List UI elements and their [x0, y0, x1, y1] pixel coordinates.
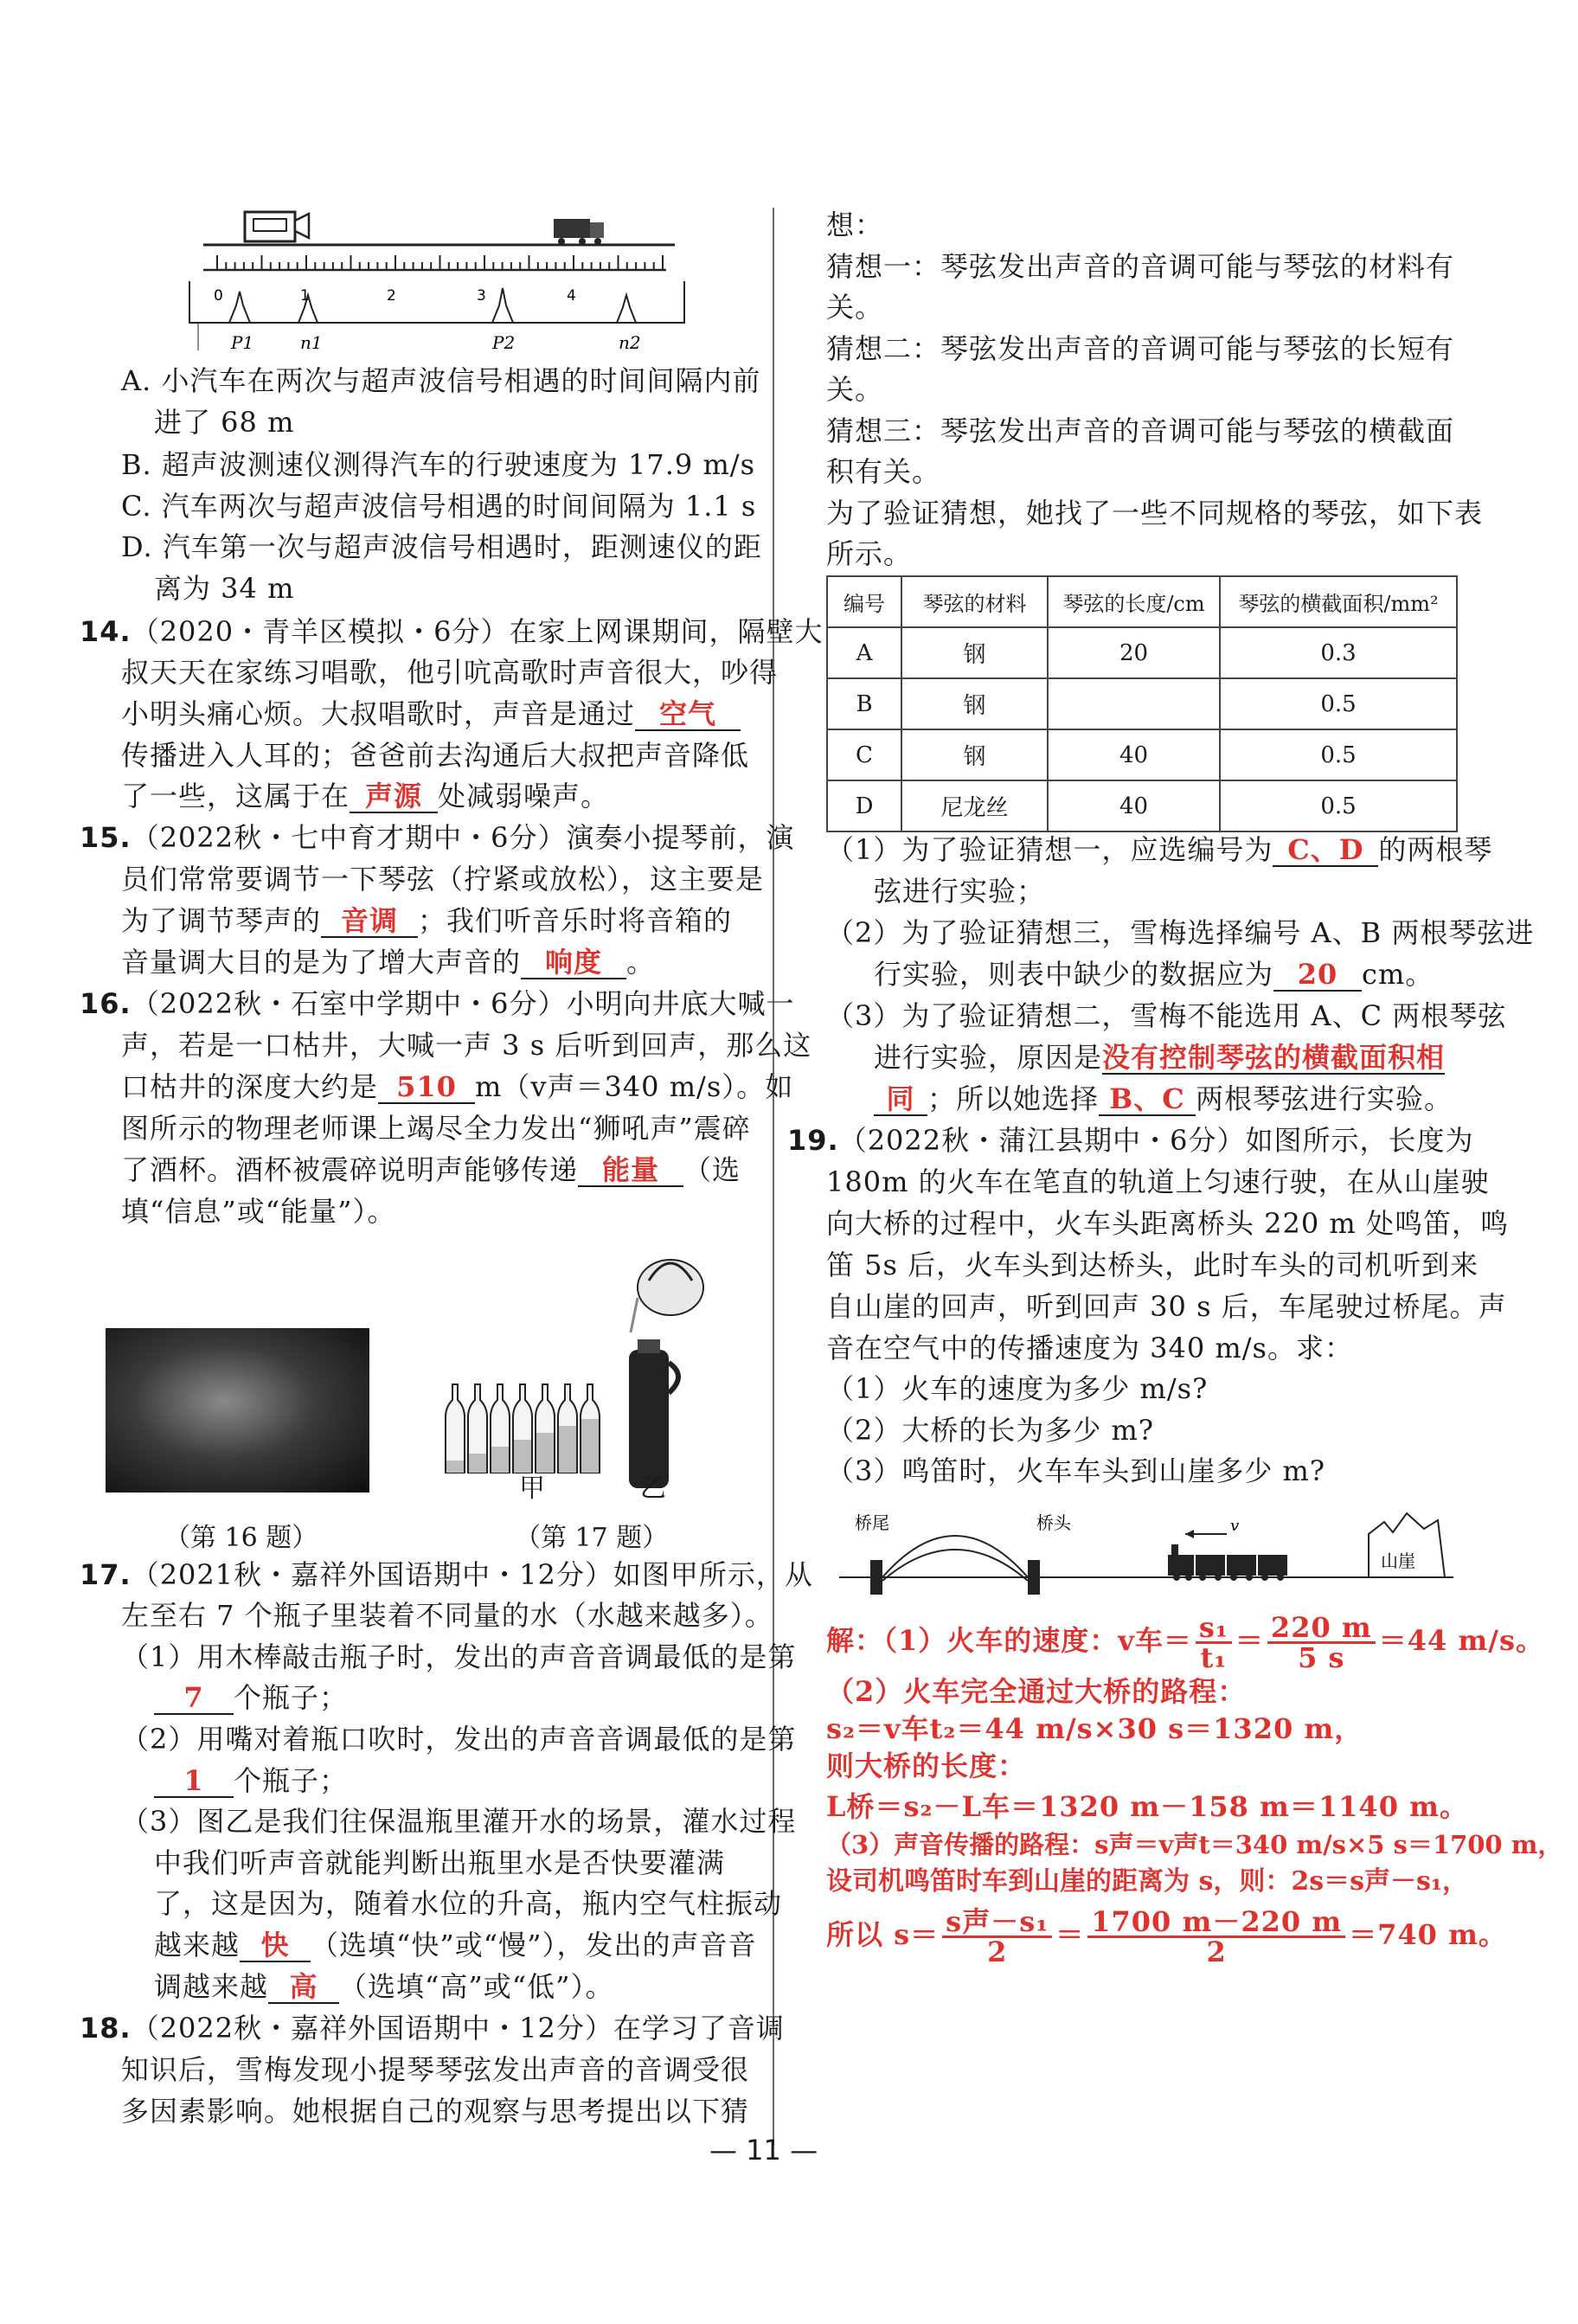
q18-answer-3b: 同 [874, 1083, 927, 1116]
q14-line1: 14.（2020・青羊区模拟・6分）在家上网课期间，隔壁大 [80, 615, 824, 648]
table-cell: 钢 [901, 678, 1048, 729]
q15-answer-2: 响度 [521, 947, 626, 979]
q17-line8: 中我们听声音就能判断出瓶里水是否快要灌满 [154, 1846, 726, 1879]
q17-line10: 越来越 快 （选填“快”或“慢”），发出的声音音 [154, 1929, 757, 1961]
table-header-row [827, 576, 1457, 627]
table-row [827, 678, 1457, 729]
q17-line1: 17.（2021秋・嘉祥外国语期中・12分）如图甲所示，从 [80, 1558, 813, 1591]
q18-r6: 积有关。 [826, 455, 941, 488]
table-header: 琴弦的材料 [901, 576, 1048, 627]
q19-line3: 向大桥的过程中，火车头距离桥头 220 m 处鸣笛，鸣 [826, 1207, 1509, 1240]
scale-label-0: 0 [214, 287, 223, 305]
fraction-s-minus-s1: $\frac{\text{s声－s₁}}{2}$ [942, 1908, 1052, 1966]
q16-answer-1: 510 [378, 1071, 475, 1104]
q17-line3: （1）用木棒敲击瓶子时，发出的声音音调最低的是第 [121, 1640, 797, 1673]
q18-r3: 猜想二：琴弦发出声音的音调可能与琴弦的长短有 [826, 332, 1455, 365]
q17-answer-3: 快 [240, 1929, 311, 1962]
q18-s3-line1: （3）为了验证猜想二，雪梅不能选用 A、C 两根琴弦 [826, 999, 1507, 1032]
table-cell: B [827, 678, 901, 729]
q18-r4: 关。 [826, 373, 884, 406]
q14-answer-1: 空气 [635, 698, 741, 731]
table-cell: 钢 [901, 729, 1048, 780]
bottle [446, 1384, 465, 1473]
q18-s1-line1: （1）为了验证猜想一，应选编号为 C、D 的两根琴 [826, 833, 1493, 866]
solution-line3: s₂＝v车t₂＝44 m/s×30 s＝1320 m， [826, 1712, 1363, 1745]
velocity-label: v [1230, 1517, 1240, 1535]
q15-line1: 15.（2022秋・七中育才期中・6分）演奏小提琴前，演 [80, 821, 795, 854]
table-row [827, 780, 1457, 831]
table-cell: D [827, 780, 901, 831]
table-cell: A [827, 627, 901, 678]
q13-option-c: C. 汽车两次与超声波信号相遇的时间间隔为 1.1 s [121, 490, 757, 523]
q17-answer-4: 高 [268, 1971, 339, 2004]
q19-line4: 笛 5s 后，火车头到达桥头，此时车头的司机听到来 [826, 1249, 1479, 1281]
bottle-water [469, 1454, 486, 1473]
q18-number: 18. [80, 2012, 132, 2045]
fig17-label-jia: 甲 [519, 1473, 545, 1504]
table-cell: 尼龙丝 [901, 780, 1048, 831]
q17-answer-1: 7 [154, 1682, 234, 1715]
ultrasonic-speed-diagram [186, 195, 688, 359]
pulse-label-p1: P1 [231, 332, 254, 353]
q15-line4: 音量调大目的是为了增大声音的 响度 。 [121, 946, 656, 979]
scale-label-4: 4 [567, 287, 576, 305]
q17-answer-2: 1 [154, 1765, 234, 1798]
table-row [827, 729, 1457, 780]
solution-line2: （2）火车完全通过大桥的路程： [826, 1675, 1247, 1708]
q18-s2-line1: （2）为了验证猜想三，雪梅选择编号 A、B 两根琴弦进 [826, 916, 1535, 949]
fig17-caption: （第 17 题） [515, 1523, 669, 1553]
solution-line6: （3）声音传播的路程：s声＝v声t＝340 m/s×5 s＝1700 m， [826, 1830, 1563, 1859]
train-bridge-diagram [839, 1501, 1453, 1596]
q17-line2: 左至右 7 个瓶子里装着不同量的水（水越来越多）。 [121, 1599, 773, 1632]
q18-answer-2: 20 [1273, 959, 1362, 992]
table-cell: 0.5 [1220, 678, 1457, 729]
table-cell: 0.5 [1220, 729, 1457, 780]
bottle-water [446, 1461, 464, 1473]
solution-line7: 设司机鸣笛时车到山崖的距离为 s，则：2s＝s声－s₁， [826, 1866, 1469, 1897]
q19-line9: （3）鸣笛时，火车车头到山崖多少 m? [826, 1454, 1326, 1487]
solution-line5: L桥＝s₂－L车＝1320 m－158 m＝1140 m。 [826, 1790, 1468, 1823]
q18-line1: 18.（2022秋・嘉祥外国语期中・12分）在学习了音调 [80, 2012, 785, 2045]
q14-line3: 小明头痛心烦。大叔唱歌时，声音是通过 空气 [121, 697, 741, 731]
q18-answer-3a: 没有控制琴弦的横截面积相 [1102, 1041, 1446, 1074]
q19-number: 19. [787, 1124, 839, 1157]
q16-line1: 16.（2022秋・石室中学期中・6分）小明向井底大喊一 [80, 987, 795, 1020]
column-divider [773, 208, 774, 2146]
q18-r8: 所示。 [826, 537, 913, 570]
table-header: 琴弦的横截面积/mm² [1220, 576, 1457, 627]
q18-line3: 多因素影响。她根据自己的观察与思考提出以下猜 [121, 2095, 750, 2128]
bottle-water [559, 1426, 576, 1473]
bridge-tail-label: 桥尾 [855, 1512, 889, 1533]
q18-r5: 猜想三：琴弦发出声音的音调可能与琴弦的横截面 [826, 414, 1455, 447]
page-number: — 11 — [709, 2134, 818, 2167]
teacher-shout-photo [106, 1328, 369, 1493]
q16-answer-2: 能量 [578, 1154, 683, 1187]
q15-number: 15. [80, 821, 132, 854]
q18-line2: 知识后，雪梅发现小提琴琴弦发出声音的音调受很 [121, 2053, 750, 2086]
q18-s3-line3: 同 ；所以她选择 B、C 两根琴弦进行实验。 [874, 1082, 1453, 1116]
q18-r7: 为了验证猜想，她找了一些不同规格的琴弦，如下表 [826, 497, 1484, 530]
bottle-water [491, 1447, 509, 1473]
solution-line4: 则大桥的长度： [826, 1749, 1027, 1782]
table-cell: 40 [1048, 729, 1220, 780]
q19-line7: （1）火车的速度为多少 m/s? [826, 1372, 1209, 1405]
q16-line6: 填“信息”或“能量”）。 [121, 1195, 396, 1228]
q18-r2: 关。 [826, 291, 884, 324]
table-header: 编号 [827, 576, 901, 627]
q15-line2: 员们常常要调节一下琴弦（拧紧或放松），这主要是 [121, 863, 765, 896]
q14-line5: 了一些，这属于在 声源 处减弱噪声。 [121, 780, 610, 812]
q17-line5: （2）用嘴对着瓶口吹时，发出的声音音调最低的是第 [121, 1723, 797, 1756]
bridge-head-label: 桥头 [1036, 1512, 1071, 1533]
q14-answer-2: 声源 [350, 780, 438, 813]
bottles-and-thermos-figure [437, 1246, 722, 1497]
q17-number: 17. [80, 1558, 132, 1591]
q19-line5: 自山崖的回声，听到回声 30 s 后，车尾驶过桥尾。声 [826, 1290, 1507, 1323]
pulse-label-n2: n2 [619, 332, 641, 353]
table-cell: 40 [1048, 780, 1220, 831]
scale-label-2: 2 [387, 287, 396, 305]
q17-line6: 1 个瓶子； [154, 1763, 348, 1798]
q18-s1-line2: 弦进行实验； [874, 875, 1046, 908]
q18-answer-4: B、C [1099, 1083, 1196, 1116]
q18-answer-1: C、D [1273, 834, 1378, 867]
table-row [827, 627, 1457, 678]
q17-line4: 7 个瓶子； [154, 1680, 348, 1715]
fraction-220-5: $\frac{220 m}{5 s}$ [1267, 1614, 1376, 1672]
q19-line2: 180m 的火车在笔直的轨道上匀速行驶，在从山崖驶 [826, 1165, 1490, 1198]
q19-line8: （2）大桥的长为多少 m? [826, 1414, 1155, 1447]
q19-line1: 19.（2022秋・蒲江县期中・6分）如图所示，长度为 [787, 1124, 1474, 1157]
solution-line1: 解：（1）火车的速度：v车＝ $\frac{\text{s₁}}{\text{t₁}}$ ＝ $\frac{220 m}{5 s}$ ＝44 m/s。 [826, 1611, 1544, 1674]
q16-line2: 声，若是一口枯井，大喊一声 3 s 后听到回声，那么这 [121, 1029, 812, 1062]
q16-line3: 口枯井的深度大约是 510 m（v声＝340 m/s）。如 [121, 1070, 794, 1103]
string-spec-table [826, 575, 1458, 832]
q13-option-d-line2: 离为 34 m [154, 572, 295, 605]
q15-answer-1: 音调 [321, 905, 418, 938]
q15-line3: 为了调节琴声的 音调 ；我们听音乐时将音箱的 [121, 904, 733, 937]
q13-option-d-line1: D. 汽车第一次与超声波信号相遇时，距测速仪的距 [121, 530, 762, 563]
table-cell [1048, 678, 1220, 729]
q18-s2-line2: 行实验，则表中缺少的数据应为 20 cm。 [874, 958, 1434, 991]
fraction-1700-220: $\frac{1700 m-220 m}{2}$ [1087, 1908, 1345, 1966]
scale-label-3: 3 [477, 287, 486, 305]
table-cell: C [827, 729, 901, 780]
pulse-label-n1: n1 [300, 332, 323, 353]
fig16-caption: （第 16 题） [164, 1523, 318, 1553]
q16-line4: 图所示的物理老师课上竭尽全力发出“狮吼声”震碎 [121, 1112, 751, 1145]
table-cell: 0.3 [1220, 627, 1457, 678]
bottle-water [581, 1419, 599, 1473]
q17-line9: 了，这是因为，随着水位的升高，瓶内空气柱振动 [154, 1887, 783, 1920]
q14-line4: 传播进入人耳的；爸爸前去沟通后大叔把声音降低 [121, 739, 750, 772]
q13-option-a-line1: A. 小汽车在两次与超声波信号相遇的时间间隔内前 [121, 364, 761, 397]
fraction-s1-t1: $\frac{\text{s₁}}{\text{t₁}}$ [1196, 1614, 1232, 1672]
pulse-label-p2: P2 [492, 332, 516, 353]
scale-label-1: 1 [300, 287, 310, 305]
q19-line6: 音在空气中的传播速度为 340 m/s。求： [826, 1332, 1353, 1364]
table-cell: 0.5 [1220, 780, 1457, 831]
q14-number: 14. [80, 615, 132, 648]
q14-line2: 叔天天在家练习唱歌，他引吭高歌时声音很大，吵得 [121, 656, 779, 689]
q17-line11: 调越来越 高 （选填“高”或“低”）。 [154, 1970, 614, 2003]
q16-number: 16. [80, 987, 132, 1020]
fig17-label-yi: 乙 [640, 1473, 666, 1504]
q18-r0: 想： [826, 209, 884, 241]
table-cell: 20 [1048, 627, 1220, 678]
q18-s3-line2: 进行实验，原因是没有控制琴弦的横截面积相 [874, 1041, 1446, 1074]
table-cell: 钢 [901, 627, 1048, 678]
table-header: 琴弦的长度/cm [1048, 576, 1220, 627]
q18-r1: 猜想一：琴弦发出声音的音调可能与琴弦的材料有 [826, 250, 1455, 283]
q13-option-a-line2: 进了 68 m [154, 406, 295, 439]
q16-line5: 了酒杯。酒杯被震碎说明声能够传递 能量 （选 [121, 1153, 741, 1186]
cliff-label: 山崖 [1381, 1550, 1415, 1571]
q17-line7: （3）图乙是我们往保温瓶里灌开水的场景，灌水过程 [121, 1805, 797, 1838]
q13-option-b: B. 超声波测速仪测得汽车的行驶速度为 17.9 m/s [121, 448, 756, 481]
solution-line8: 所以 s＝ $\frac{\text{s声－s₁}}{2}$ ＝ $\frac{1700 m-220 m}{2}$ ＝740 m。 [826, 1905, 1507, 1968]
